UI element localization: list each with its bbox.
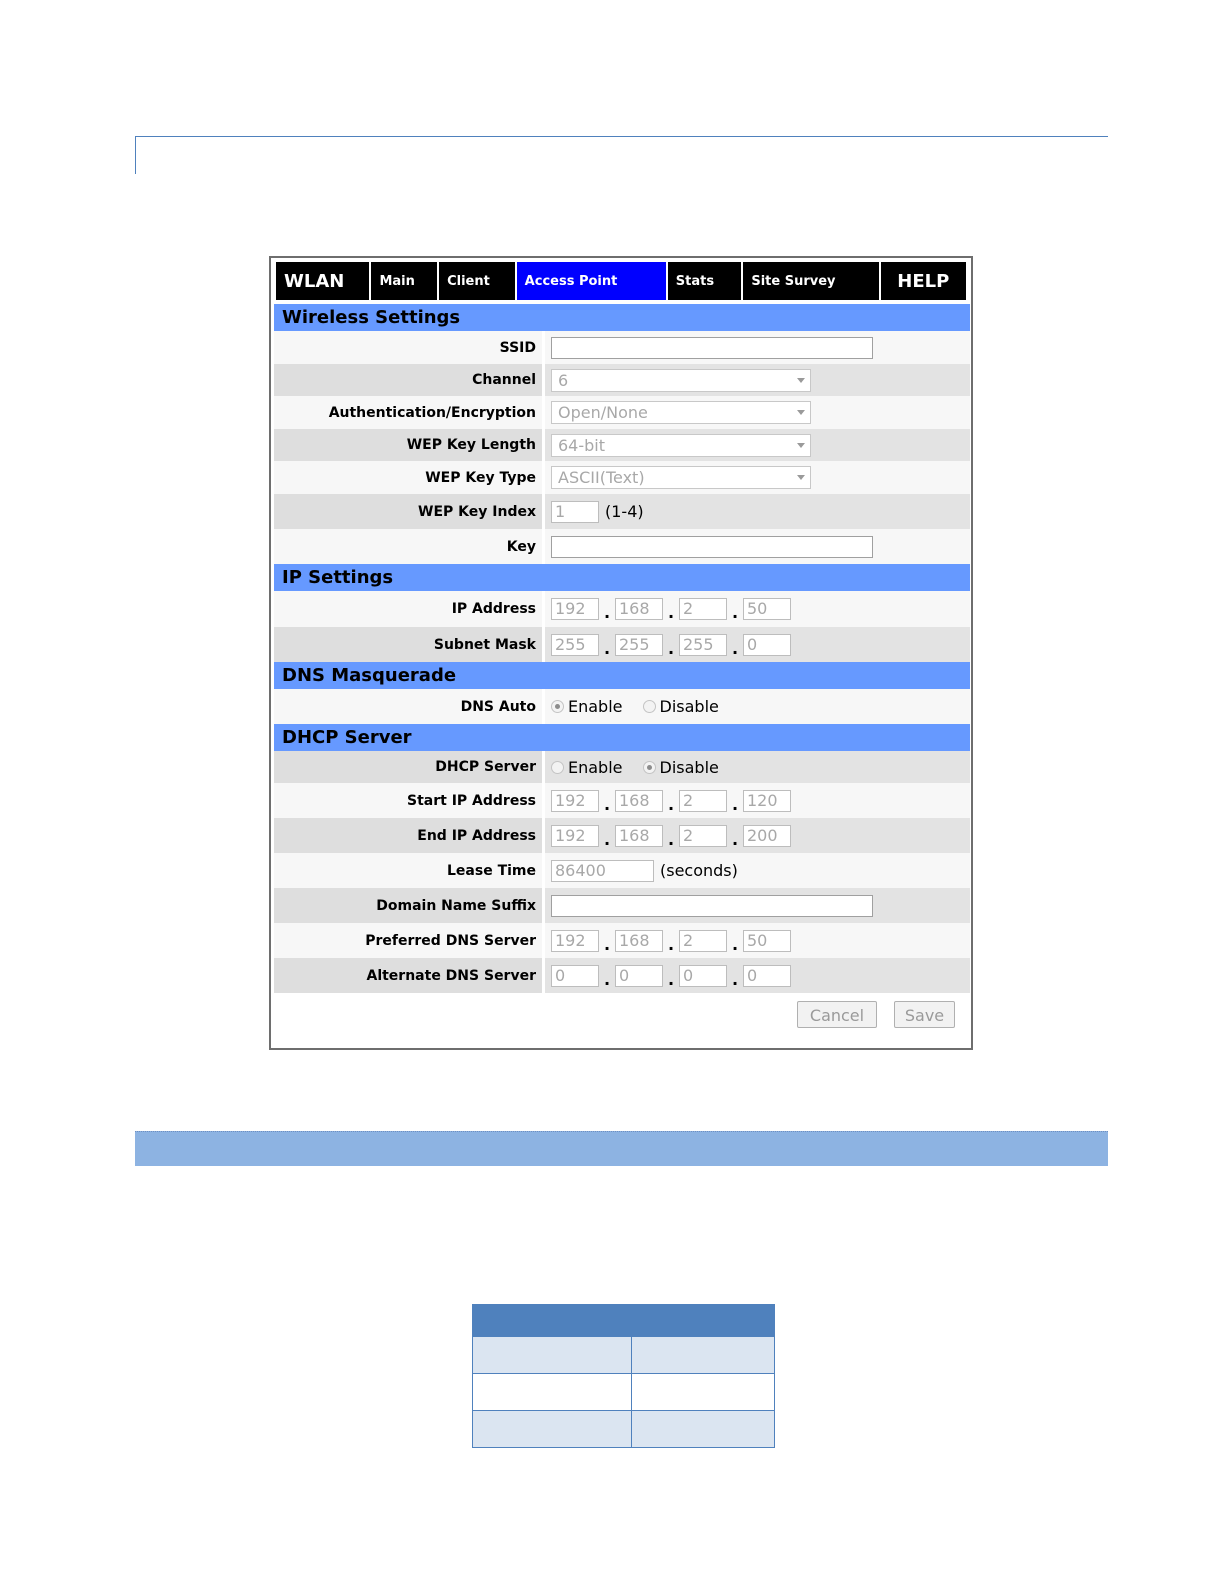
octet-separator: . — [731, 934, 739, 954]
chevron-down-icon — [797, 443, 805, 448]
tab-stats[interactable]: Stats — [668, 262, 744, 300]
preferred-dns-octet-3[interactable]: 2 — [679, 930, 727, 952]
tab-client[interactable]: Client — [439, 262, 517, 300]
row-subnet-mask — [274, 627, 970, 662]
row-dhcp-server — [274, 751, 970, 783]
row-domain-suffix — [274, 888, 970, 923]
row-lease-time — [274, 853, 970, 888]
lease-time-unit: (seconds) — [660, 861, 738, 880]
wep-key-index-input[interactable]: 1 — [551, 501, 599, 523]
ip-address-octet-4[interactable]: 50 — [743, 598, 791, 620]
subnet-mask-octet-1[interactable]: 255 — [551, 634, 599, 656]
end-ip-octet-1[interactable]: 192 — [551, 825, 599, 847]
octet-separator: . — [603, 794, 611, 814]
start-ip-octet-4[interactable]: 120 — [743, 790, 791, 812]
page-header-rule-left — [135, 136, 136, 174]
start-ip-octet-1[interactable]: 192 — [551, 790, 599, 812]
alternate-dns-octet-4[interactable]: 0 — [743, 965, 791, 987]
row-alternate-dns — [274, 958, 970, 993]
section-wireless-settings: Wireless Settings — [274, 304, 970, 331]
table-row — [473, 1411, 775, 1448]
row-wep-key-index — [274, 494, 970, 529]
ip-address-octet-1[interactable]: 192 — [551, 598, 599, 620]
auth-select[interactable] — [551, 401, 811, 424]
settings-form — [274, 304, 970, 1037]
chevron-down-icon — [797, 410, 805, 415]
start-ip-octet-3[interactable]: 2 — [679, 790, 727, 812]
channel-label: Channel — [472, 372, 536, 388]
dhcp-enable-label: Enable — [568, 757, 623, 777]
form-actions — [274, 993, 970, 1037]
octet-separator: . — [667, 603, 675, 622]
end-ip-octet-2[interactable]: 168 — [615, 825, 663, 847]
dhcp-enable-radio[interactable] — [551, 761, 564, 774]
tab-help[interactable]: HELP — [881, 262, 966, 300]
row-channel — [274, 364, 970, 396]
end-ip-octet-3[interactable]: 2 — [679, 825, 727, 847]
subnet-mask-label: Subnet Mask — [433, 636, 536, 653]
channel-select[interactable] — [551, 369, 811, 392]
octet-separator: . — [731, 829, 739, 849]
octet-separator: . — [667, 638, 675, 658]
chevron-down-icon — [797, 378, 805, 383]
table-row — [473, 1337, 775, 1374]
row-dns-auto — [274, 689, 970, 724]
octet-separator: . — [603, 969, 611, 989]
row-wep-key-length — [274, 429, 970, 461]
alternate-dns-input — [545, 958, 970, 993]
start-ip-octet-2[interactable]: 168 — [615, 790, 663, 812]
section-dhcp-server: DHCP Server — [274, 724, 970, 751]
preferred-dns-octet-4[interactable]: 50 — [743, 930, 791, 952]
page-header-rule — [135, 136, 1108, 137]
octet-separator: . — [603, 638, 611, 658]
end-ip-octet-4[interactable]: 200 — [743, 825, 791, 847]
table-cell — [632, 1374, 775, 1411]
octet-separator: . — [667, 934, 675, 954]
key-label: Key — [506, 538, 536, 555]
subnet-mask-octet-4[interactable]: 0 — [743, 634, 791, 656]
subnet-mask-octet-3[interactable]: 255 — [679, 634, 727, 656]
alternate-dns-octet-1[interactable]: 0 — [551, 965, 599, 987]
table-row — [473, 1374, 775, 1411]
table-cell — [632, 1305, 775, 1337]
subnet-mask-input — [545, 627, 970, 662]
ssid-input[interactable] — [551, 337, 873, 359]
alternate-dns-octet-2[interactable]: 0 — [615, 965, 663, 987]
wep-key-type-label: WEP Key Type — [425, 469, 536, 486]
tab-access-point[interactable]: Access Point — [517, 262, 668, 300]
nav-tabs — [276, 262, 966, 300]
start-ip-label: Start IP Address — [407, 792, 536, 809]
octet-separator: . — [667, 794, 675, 814]
row-end-ip — [274, 818, 970, 853]
row-ssid — [274, 331, 970, 364]
alternate-dns-label: Alternate DNS Server — [366, 967, 536, 984]
section-dns-masquerade: DNS Masquerade — [274, 662, 970, 689]
table-header-row — [473, 1305, 775, 1337]
octet-separator: . — [603, 829, 611, 849]
row-key — [274, 529, 970, 564]
auth-label: Authentication/Encryption — [328, 404, 536, 421]
octet-separator: . — [731, 794, 739, 814]
ip-address-label: IP Address — [451, 601, 536, 617]
row-wep-key-type — [274, 461, 970, 494]
ssid-label: SSID — [499, 339, 536, 356]
octet-separator: . — [603, 603, 611, 622]
wep-key-length-value: 64-bit — [558, 435, 606, 455]
row-ip-address — [274, 591, 970, 627]
wep-key-length-select[interactable] — [551, 434, 811, 457]
start-ip-input — [545, 783, 970, 818]
domain-suffix-input[interactable] — [551, 895, 873, 917]
table-cell — [473, 1374, 632, 1411]
dns-auto-label: DNS Auto — [460, 698, 536, 715]
dns-auto-disable-radio[interactable] — [643, 700, 656, 713]
octet-separator: . — [667, 829, 675, 849]
ip-address-input — [545, 591, 970, 627]
dns-auto-enable-label: Enable — [568, 697, 623, 716]
dns-auto-disable-label: Disable — [659, 697, 719, 716]
document-heading-band — [135, 1131, 1108, 1166]
row-start-ip — [274, 783, 970, 818]
lease-time-input[interactable]: 86400 — [551, 860, 654, 882]
table-cell — [473, 1305, 632, 1337]
channel-value: 6 — [558, 370, 569, 390]
table-cell — [632, 1411, 775, 1448]
preferred-dns-input — [545, 923, 970, 958]
dhcp-server-label: DHCP Server — [435, 759, 536, 775]
octet-separator: . — [667, 969, 675, 989]
subnet-mask-octet-2[interactable]: 255 — [615, 634, 663, 656]
cancel-button[interactable]: Cancel — [797, 1001, 877, 1028]
chevron-down-icon — [797, 475, 805, 480]
document-table — [472, 1304, 775, 1448]
octet-separator: . — [731, 603, 739, 622]
octet-separator: . — [603, 934, 611, 954]
octet-separator: . — [731, 638, 739, 658]
octet-separator: . — [731, 969, 739, 989]
table-cell — [473, 1411, 632, 1448]
ip-address-octet-2[interactable]: 168 — [615, 598, 663, 620]
end-ip-input — [545, 818, 970, 853]
dns-auto-enable-radio[interactable] — [551, 700, 564, 713]
key-input[interactable] — [551, 536, 873, 558]
preferred-dns-octet-2[interactable]: 168 — [615, 930, 663, 952]
preferred-dns-octet-1[interactable]: 192 — [551, 930, 599, 952]
domain-suffix-label: Domain Name Suffix — [376, 897, 536, 914]
section-ip-settings: IP Settings — [274, 564, 970, 591]
wep-key-length-label: WEP Key Length — [406, 437, 536, 453]
tab-site-survey[interactable]: Site Survey — [743, 262, 880, 300]
ip-address-octet-3[interactable]: 2 — [679, 598, 727, 620]
wlan-settings-panel — [269, 256, 973, 1050]
wep-key-index-label: WEP Key Index — [418, 503, 536, 520]
tab-main[interactable]: Main — [371, 262, 439, 300]
table-cell — [473, 1337, 632, 1374]
tab-wlan[interactable]: WLAN — [276, 262, 371, 300]
end-ip-label: End IP Address — [417, 827, 536, 844]
row-preferred-dns — [274, 923, 970, 958]
save-button[interactable]: Save — [894, 1001, 955, 1028]
auth-value: Open/None — [558, 403, 648, 422]
dhcp-disable-label: Disable — [659, 757, 719, 777]
dhcp-disable-radio[interactable] — [643, 761, 656, 774]
row-auth — [274, 396, 970, 429]
preferred-dns-label: Preferred DNS Server — [365, 932, 536, 949]
wep-key-type-select[interactable] — [551, 466, 811, 489]
wep-key-type-value: ASCII(Text) — [558, 468, 645, 487]
table-cell — [632, 1337, 775, 1374]
wep-key-index-hint: (1-4) — [605, 502, 644, 521]
lease-time-label: Lease Time — [447, 862, 536, 879]
alternate-dns-octet-3[interactable]: 0 — [679, 965, 727, 987]
